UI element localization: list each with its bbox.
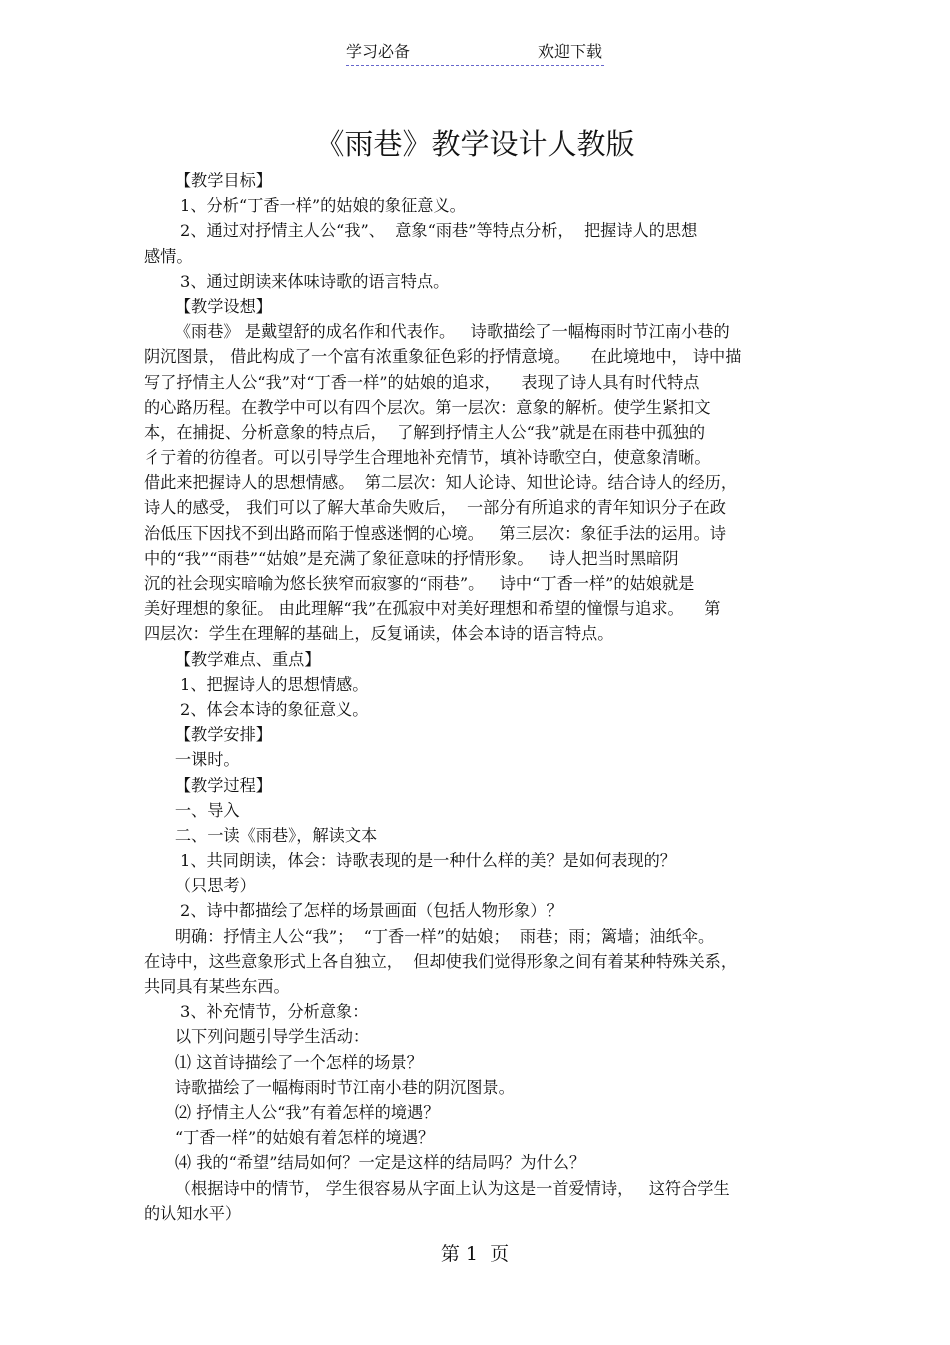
body-text-line: 以下列问题引导学生活动： <box>144 1027 370 1047</box>
body-text-line: 彳亍着的彷徨者。可以引导学生合理地补充情节，填补诗歌空白，使意象清晰。 <box>144 448 711 468</box>
body-text-line: 【教学目标】 <box>144 171 272 190</box>
body-text-line: 【教学过程】 <box>144 775 272 795</box>
body-text-line: 2、体会本诗的象征意义。 <box>144 699 369 719</box>
body-text-line: 【教学安排】 <box>144 725 272 745</box>
body-text-line: 《雨巷》 是戴望舒的成名作和代表作。 诗歌描绘了一幅梅雨时节江南小巷的 <box>144 322 730 342</box>
document-body <box>144 168 810 1226</box>
page-number: 第 1 页 <box>440 1243 510 1265</box>
body-text-line: 2、通过对抒情主人公“我”、 意象“雨巷”等特点分析， 把握诗人的思想 <box>144 221 698 241</box>
body-text-line: （只思考） <box>144 876 256 896</box>
body-text-line: 一、导入 <box>144 800 240 820</box>
body-text-line: 治低压下因找不到出路而陷于惶惑迷惘的心境。 第三层次：象征手法的运用。诗 <box>144 523 726 543</box>
body-text-line: 1、把握诗人的思想情感。 <box>144 674 369 694</box>
body-text-line: 借此来把握诗人的思想情感。 第二层次：知人论诗、知世论诗。结合诗人的经历， <box>144 473 738 493</box>
body-text-line: 3、通过朗读来体味诗歌的语言特点。 <box>144 271 450 291</box>
body-text-line: “丁香一样”的姑娘有着怎样的境遇？ <box>144 1128 435 1148</box>
body-text-line: 二、一读《雨巷》，解读文本 <box>144 825 378 845</box>
body-text-line: 1、分析“丁香一样”的姑娘的象征意义。 <box>144 196 466 216</box>
body-text-line: 共同具有某些东西。 <box>144 977 290 996</box>
document-title: 《雨巷》教学设计人教版 <box>315 127 635 161</box>
body-text-line: 美好理想的象征。 由此理解“我”在孤寂中对美好理想和希望的憧憬与追求。 第 <box>144 599 721 619</box>
body-text-line: 的认知水平） <box>144 1203 242 1223</box>
body-text-line: 写了抒情主人公“我”对“丁香一样”的姑娘的追求， 表现了诗人具有时代特点 <box>144 372 700 392</box>
body-text-line: 诗歌描绘了一幅梅雨时节江南小巷的阴沉图景。 <box>144 1077 515 1097</box>
body-text-line: 1、共同朗读，体会：诗歌表现的是一种什么样的美？是如何表现的？ <box>144 851 676 871</box>
body-text-line: 在诗中，这些意象形式上各自独立， 但却使我们觉得形象之间有着某种特殊关系， <box>144 951 738 971</box>
header-left-text: 学习必备 <box>346 42 411 61</box>
header-right-text: 欢迎下载 <box>537 42 602 61</box>
body-text-line: 诗人的感受， 我们可以了解大革命失败后， 一部分有所追求的青年知识分子在政 <box>144 498 726 518</box>
body-text-line: 中的“我”“雨巷”“姑娘”是充满了象征意味的抒情形象。 诗人把当时黑暗阴 <box>144 548 679 568</box>
body-text-line: 3、补充情节，分析意象： <box>144 1002 369 1022</box>
body-text-line: 【教学难点、重点】 <box>144 649 321 669</box>
body-text-line: 感情。 <box>144 246 193 266</box>
body-text-line: ⑴ 这首诗描绘了一个怎样的场景？ <box>144 1052 423 1072</box>
body-text-line: （根据诗中的情节， 学生很容易从字面上认为这是一首爱情诗， 这符合学生 <box>144 1178 730 1198</box>
body-text-line: 2、诗中都描绘了怎样的场景画面（包括人物形象）？ <box>144 901 563 921</box>
body-text-line: 四层次：学生在理解的基础上，反复诵读，体会本诗的语言特点。 <box>144 624 614 644</box>
body-text-line: ⑷ 我的“希望”结局如何？一定是这样的结局吗？为什么？ <box>144 1153 586 1173</box>
body-text-line: 本，在捕捉、分析意象的特点后， 了解到抒情主人公“我”就是在雨巷中孤独的 <box>144 422 706 442</box>
body-text-line: 沉的社会现实暗喻为悠长狭窄而寂寥的“雨巷”。 诗中“丁香一样”的姑娘就是 <box>144 574 695 593</box>
body-text-line: 的心路历程。在教学中可以有四个层次。第一层次：意象的解析。使学生紧扣文 <box>144 397 711 417</box>
page-header <box>346 41 604 66</box>
body-text-line: 【教学设想】 <box>144 296 272 316</box>
body-text-line: ⑵ 抒情主人公“我”有着怎样的境遇？ <box>144 1102 440 1122</box>
body-text-line: 明确：抒情主人公“我”； “丁香一样”的姑娘； 雨巷；雨；篱墙；油纸伞。 <box>144 926 715 946</box>
body-text-line: 一课时。 <box>144 750 240 770</box>
body-text-line: 阴沉图景， 借此构成了一个富有浓重象征色彩的抒情意境。 在此境地中， 诗中描 <box>144 347 742 367</box>
